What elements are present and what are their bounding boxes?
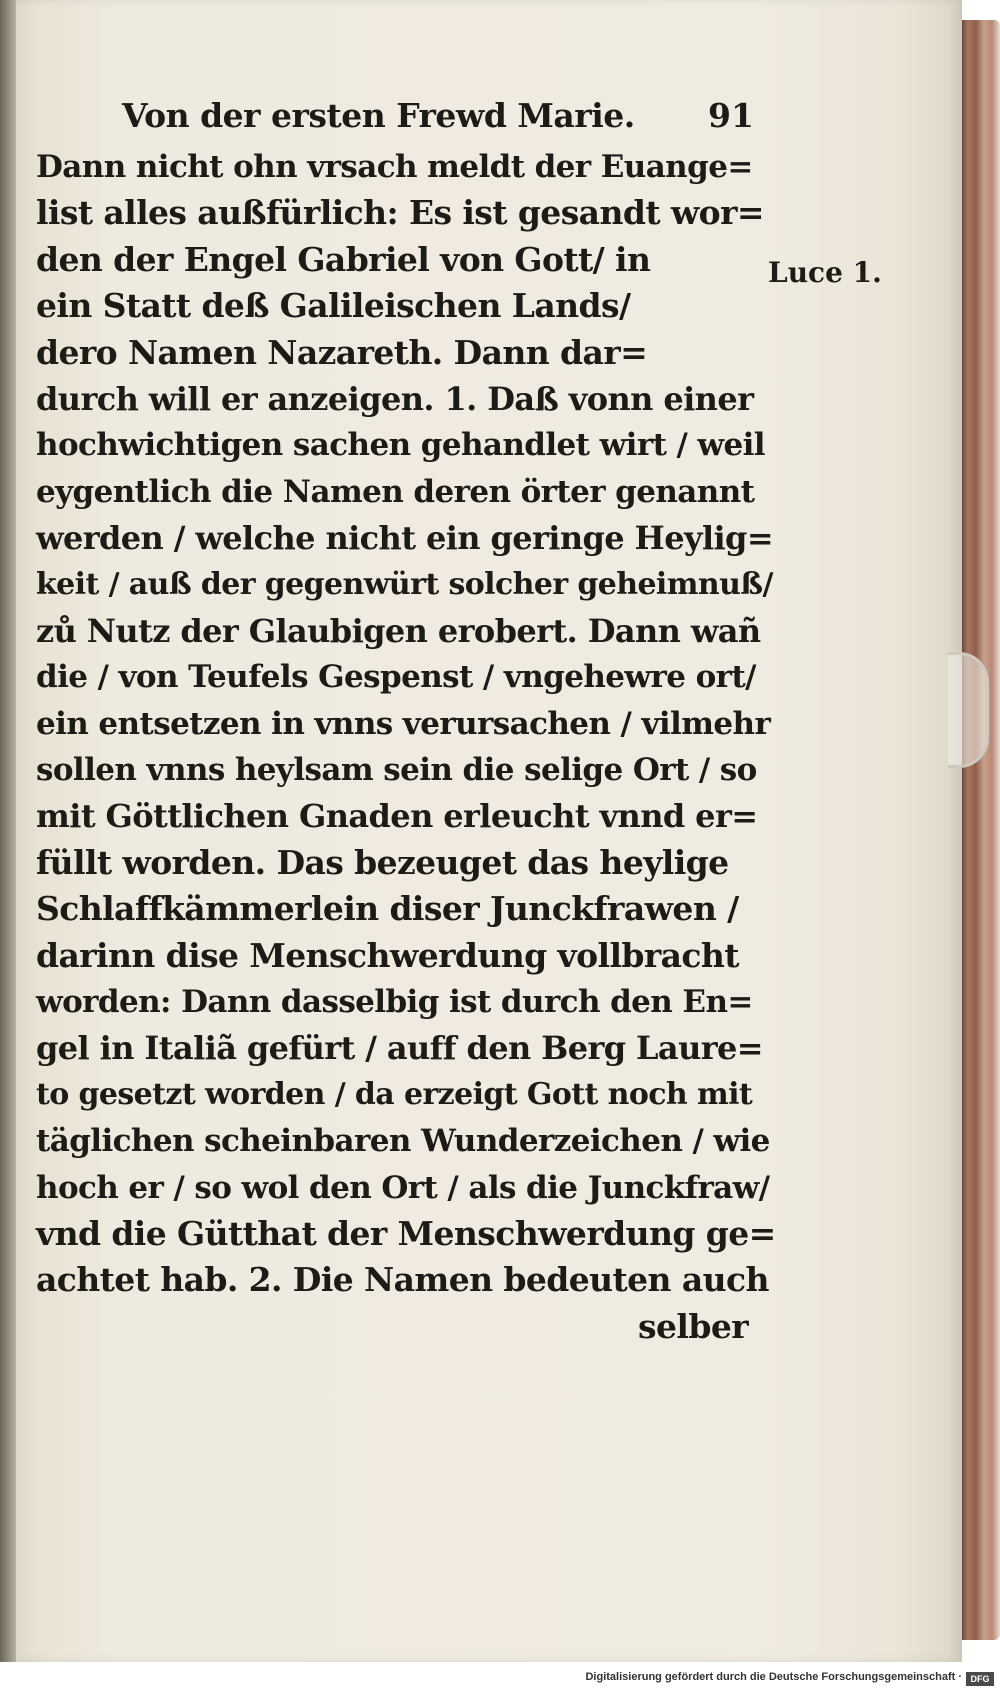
page-clip — [948, 652, 989, 768]
text-line: täglichen scheinbaren Wunderzeichen / wie — [36, 1123, 770, 1160]
text-line: achtet hab. 2. Die Namen bedeuten auch — [36, 1260, 769, 1300]
text-line: list alles außfürlich: Es ist gesandt wor= — [36, 193, 764, 233]
text-line: werden / welche nicht ein geringe Heylig= — [36, 519, 774, 558]
running-head — [36, 92, 776, 144]
dfg-logo: DFG — [966, 1672, 994, 1686]
text-line: sollen vnns heylsam sein die selige Ort / so — [36, 752, 757, 789]
footer-bar — [0, 1668, 1000, 1691]
book-fore-edge — [962, 20, 1000, 1640]
text-line: dero Namen Nazareth. Dann dar= — [36, 332, 648, 372]
text-line: mit Göttlichen Gnaden erleucht vnnd er= — [36, 797, 758, 836]
text-line: worden: Dann dasselbig ist durch den En= — [36, 984, 753, 1021]
text-line: hochwichtigen sachen gehandlet wirt / weil — [36, 427, 765, 464]
text-line: hoch er / so wol den Ort / als die Junckfraw/ — [36, 1169, 770, 1206]
page-text-block — [36, 92, 776, 1350]
marginal-note: Luce 1. — [768, 256, 882, 289]
text-line: füllt worden. Das bezeuget das heylige — [36, 842, 729, 882]
text-line: ein entsetzen in vnns verursachen / vilmehr — [36, 705, 771, 742]
running-title: Von der ersten Frewd Marie. — [122, 96, 635, 135]
text-line: gel in Italiã gefürt / auff den Berg Laure= — [36, 1029, 763, 1068]
text-line: zů Nutz der Glaubigen erobert. Dann wañ — [36, 611, 761, 650]
text-line: keit / auß der gegenwürt solcher geheimnuß/ — [36, 566, 773, 602]
footer-credit: Digitalisierung gefördert durch die Deutsche Forschungsgemeinschaft · — [585, 1671, 962, 1683]
text-line: vnd die Gütthat der Menschwerdung ge= — [36, 1213, 776, 1253]
text-line: die / von Teufels Gespenst / vngehewre ort/ — [36, 659, 756, 696]
text-line: to gesetzt worden / da erzeigt Gott noch mit — [36, 1076, 753, 1112]
text-line: ein Statt deß Galileischen Lands/ — [36, 286, 631, 326]
text-line: den der Engel Gabriel von Gott/ in — [36, 239, 651, 279]
page-number: 91 — [708, 96, 754, 135]
text-line: durch will er anzeigen. 1. Daß vonn einer — [36, 379, 754, 418]
text-line: eygentlich die Namen deren örter genannt — [36, 473, 755, 510]
text-line: Dann nicht ohn vrsach meldt der Euange= — [36, 149, 753, 185]
text-line: darinn dise Menschwerdung vollbracht — [36, 935, 739, 975]
book-binding-edge — [0, 0, 16, 1662]
text-line: Schlaffkämmerlein diser Junckfrawen / — [36, 889, 739, 929]
catchword: selber — [638, 1306, 748, 1346]
